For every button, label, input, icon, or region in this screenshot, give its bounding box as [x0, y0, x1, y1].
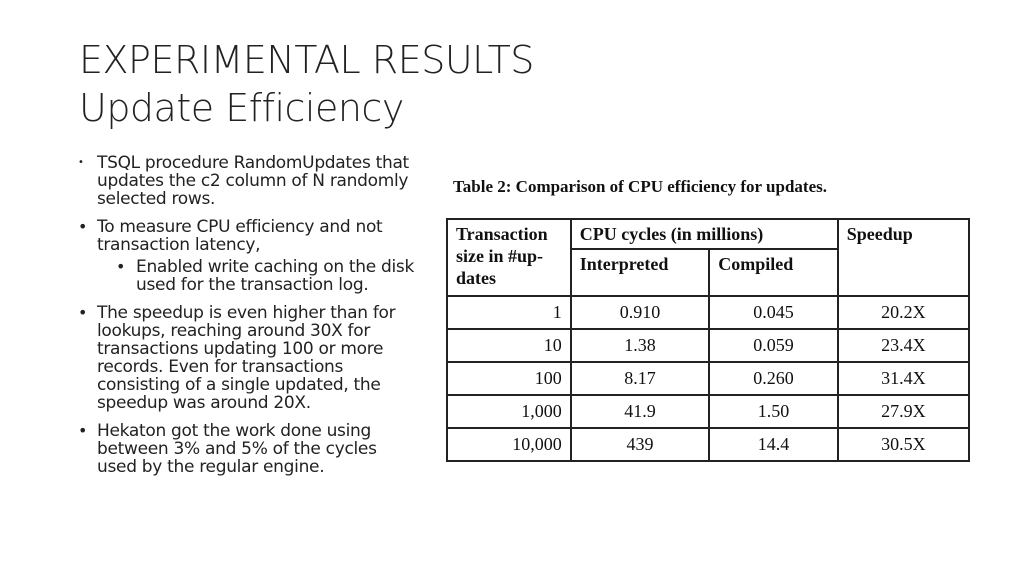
bullet-item [78, 304, 418, 412]
cell-size: 10 [447, 329, 571, 362]
table-row [447, 296, 969, 329]
bullet-dot: • [78, 421, 88, 440]
header-cpu-cycles: CPU cycles (in millions) [571, 219, 838, 249]
cell-compiled: 0.059 [709, 329, 837, 362]
table-row [447, 395, 969, 428]
cell-size: 10,000 [447, 428, 571, 461]
title-line-2: Update Efficiency [79, 86, 404, 130]
table-row [447, 362, 969, 395]
cell-size: 1,000 [447, 395, 571, 428]
slide-title [79, 36, 534, 132]
cell-speedup: 27.9X [838, 395, 969, 428]
cell-compiled: 0.260 [709, 362, 837, 395]
cell-speedup: 31.4X [838, 362, 969, 395]
header-compiled: Compiled [709, 249, 837, 296]
bullet-item [78, 154, 418, 208]
cell-size: 1 [447, 296, 571, 329]
table-row [447, 428, 969, 461]
header-interpreted: Interpreted [571, 249, 710, 296]
cell-interpreted: 41.9 [571, 395, 710, 428]
bullet-text: The speedup is even higher than for lookups, reaching around 30X for transactions updating 100 or more records. Even for transactions consisting of a single updated, the speedup was around 20X. [97, 303, 396, 413]
cell-compiled: 0.045 [709, 296, 837, 329]
table-row [447, 329, 969, 362]
cell-compiled: 1.50 [709, 395, 837, 428]
bullet-text: Enabled write caching on the disk used for the transaction log. [136, 257, 415, 295]
bullet-list [78, 154, 418, 486]
cell-speedup: 23.4X [838, 329, 969, 362]
bullet-item [78, 422, 418, 476]
cell-size: 100 [447, 362, 571, 395]
cell-interpreted: 439 [571, 428, 710, 461]
bullet-dot: • [78, 217, 88, 236]
header-speedup: Speedup [838, 219, 969, 296]
bullet-item [78, 218, 418, 254]
cpu-efficiency-table [446, 218, 970, 462]
bullet-dot: • [78, 157, 84, 168]
bullet-text: Hekaton got the work done using between 3% and 5% of the cycles used by the regular engine. [97, 421, 377, 477]
bullet-dot: • [116, 257, 126, 276]
header-transaction-size: Transaction size in #up-dates [447, 219, 571, 296]
bullet-text: TSQL procedure RandomUpdates that updates the c2 column of N randomly selected rows. [97, 153, 409, 209]
cell-speedup: 30.5X [838, 428, 969, 461]
title-line-1: EXPERIMENTAL RESULTS [79, 38, 534, 82]
table-caption: Table 2: Comparison of CPU efficiency for updates. [453, 177, 827, 196]
cell-interpreted: 1.38 [571, 329, 710, 362]
bullet-dot: • [78, 303, 88, 322]
cell-compiled: 14.4 [709, 428, 837, 461]
sub-bullet-item [78, 258, 418, 294]
cell-interpreted: 8.17 [571, 362, 710, 395]
bullet-text: To measure CPU efficiency and not transaction latency, [97, 217, 383, 255]
cell-speedup: 20.2X [838, 296, 969, 329]
cell-interpreted: 0.910 [571, 296, 710, 329]
